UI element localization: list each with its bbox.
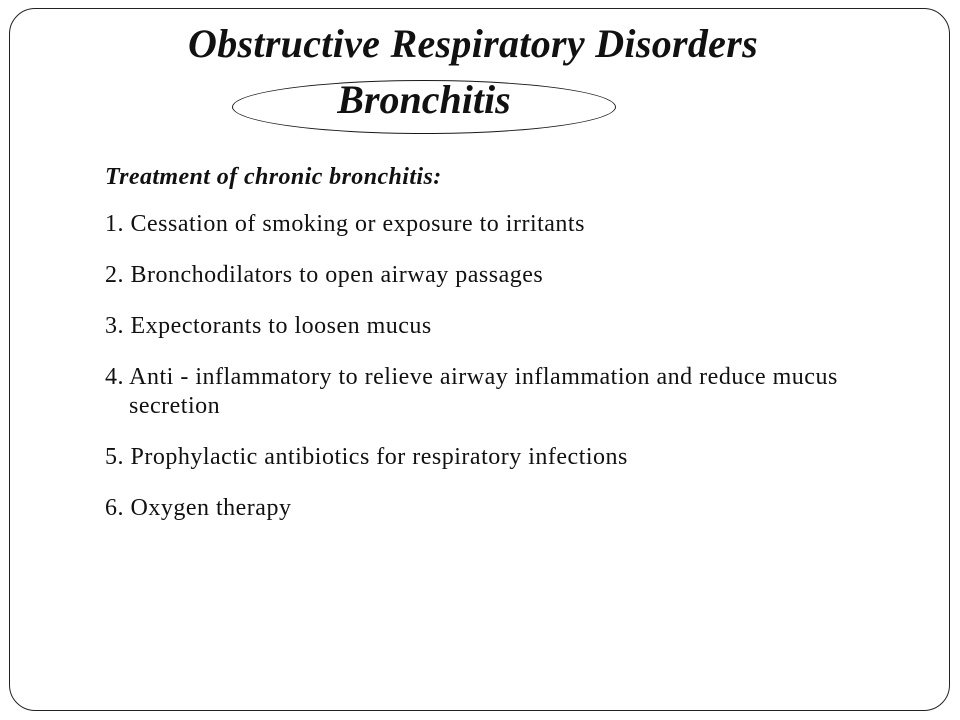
slide-content: [105, 163, 905, 545]
list-item-2: 2. Bronchodilators to open airway passages: [105, 261, 544, 288]
list-item-5: 5. Prophylactic antibiotics for respiratory infections: [105, 443, 628, 470]
list-item-4: 4. Anti - inflammatory to relieve airway inflammation and reduce mucus secretion: [105, 363, 838, 419]
section-heading: Treatment of chronic bronchitis:: [105, 164, 442, 190]
slide-title: Obstructive Respiratory Disorders: [188, 21, 758, 66]
list-item-3: 3. Expectorants to loosen mucus: [105, 312, 432, 339]
slide-subtitle: Bronchitis: [337, 77, 511, 122]
list-item-6: 6. Oxygen therapy: [105, 494, 292, 521]
list-item-1: 1. Cessation of smoking or exposure to irritants: [105, 210, 585, 237]
